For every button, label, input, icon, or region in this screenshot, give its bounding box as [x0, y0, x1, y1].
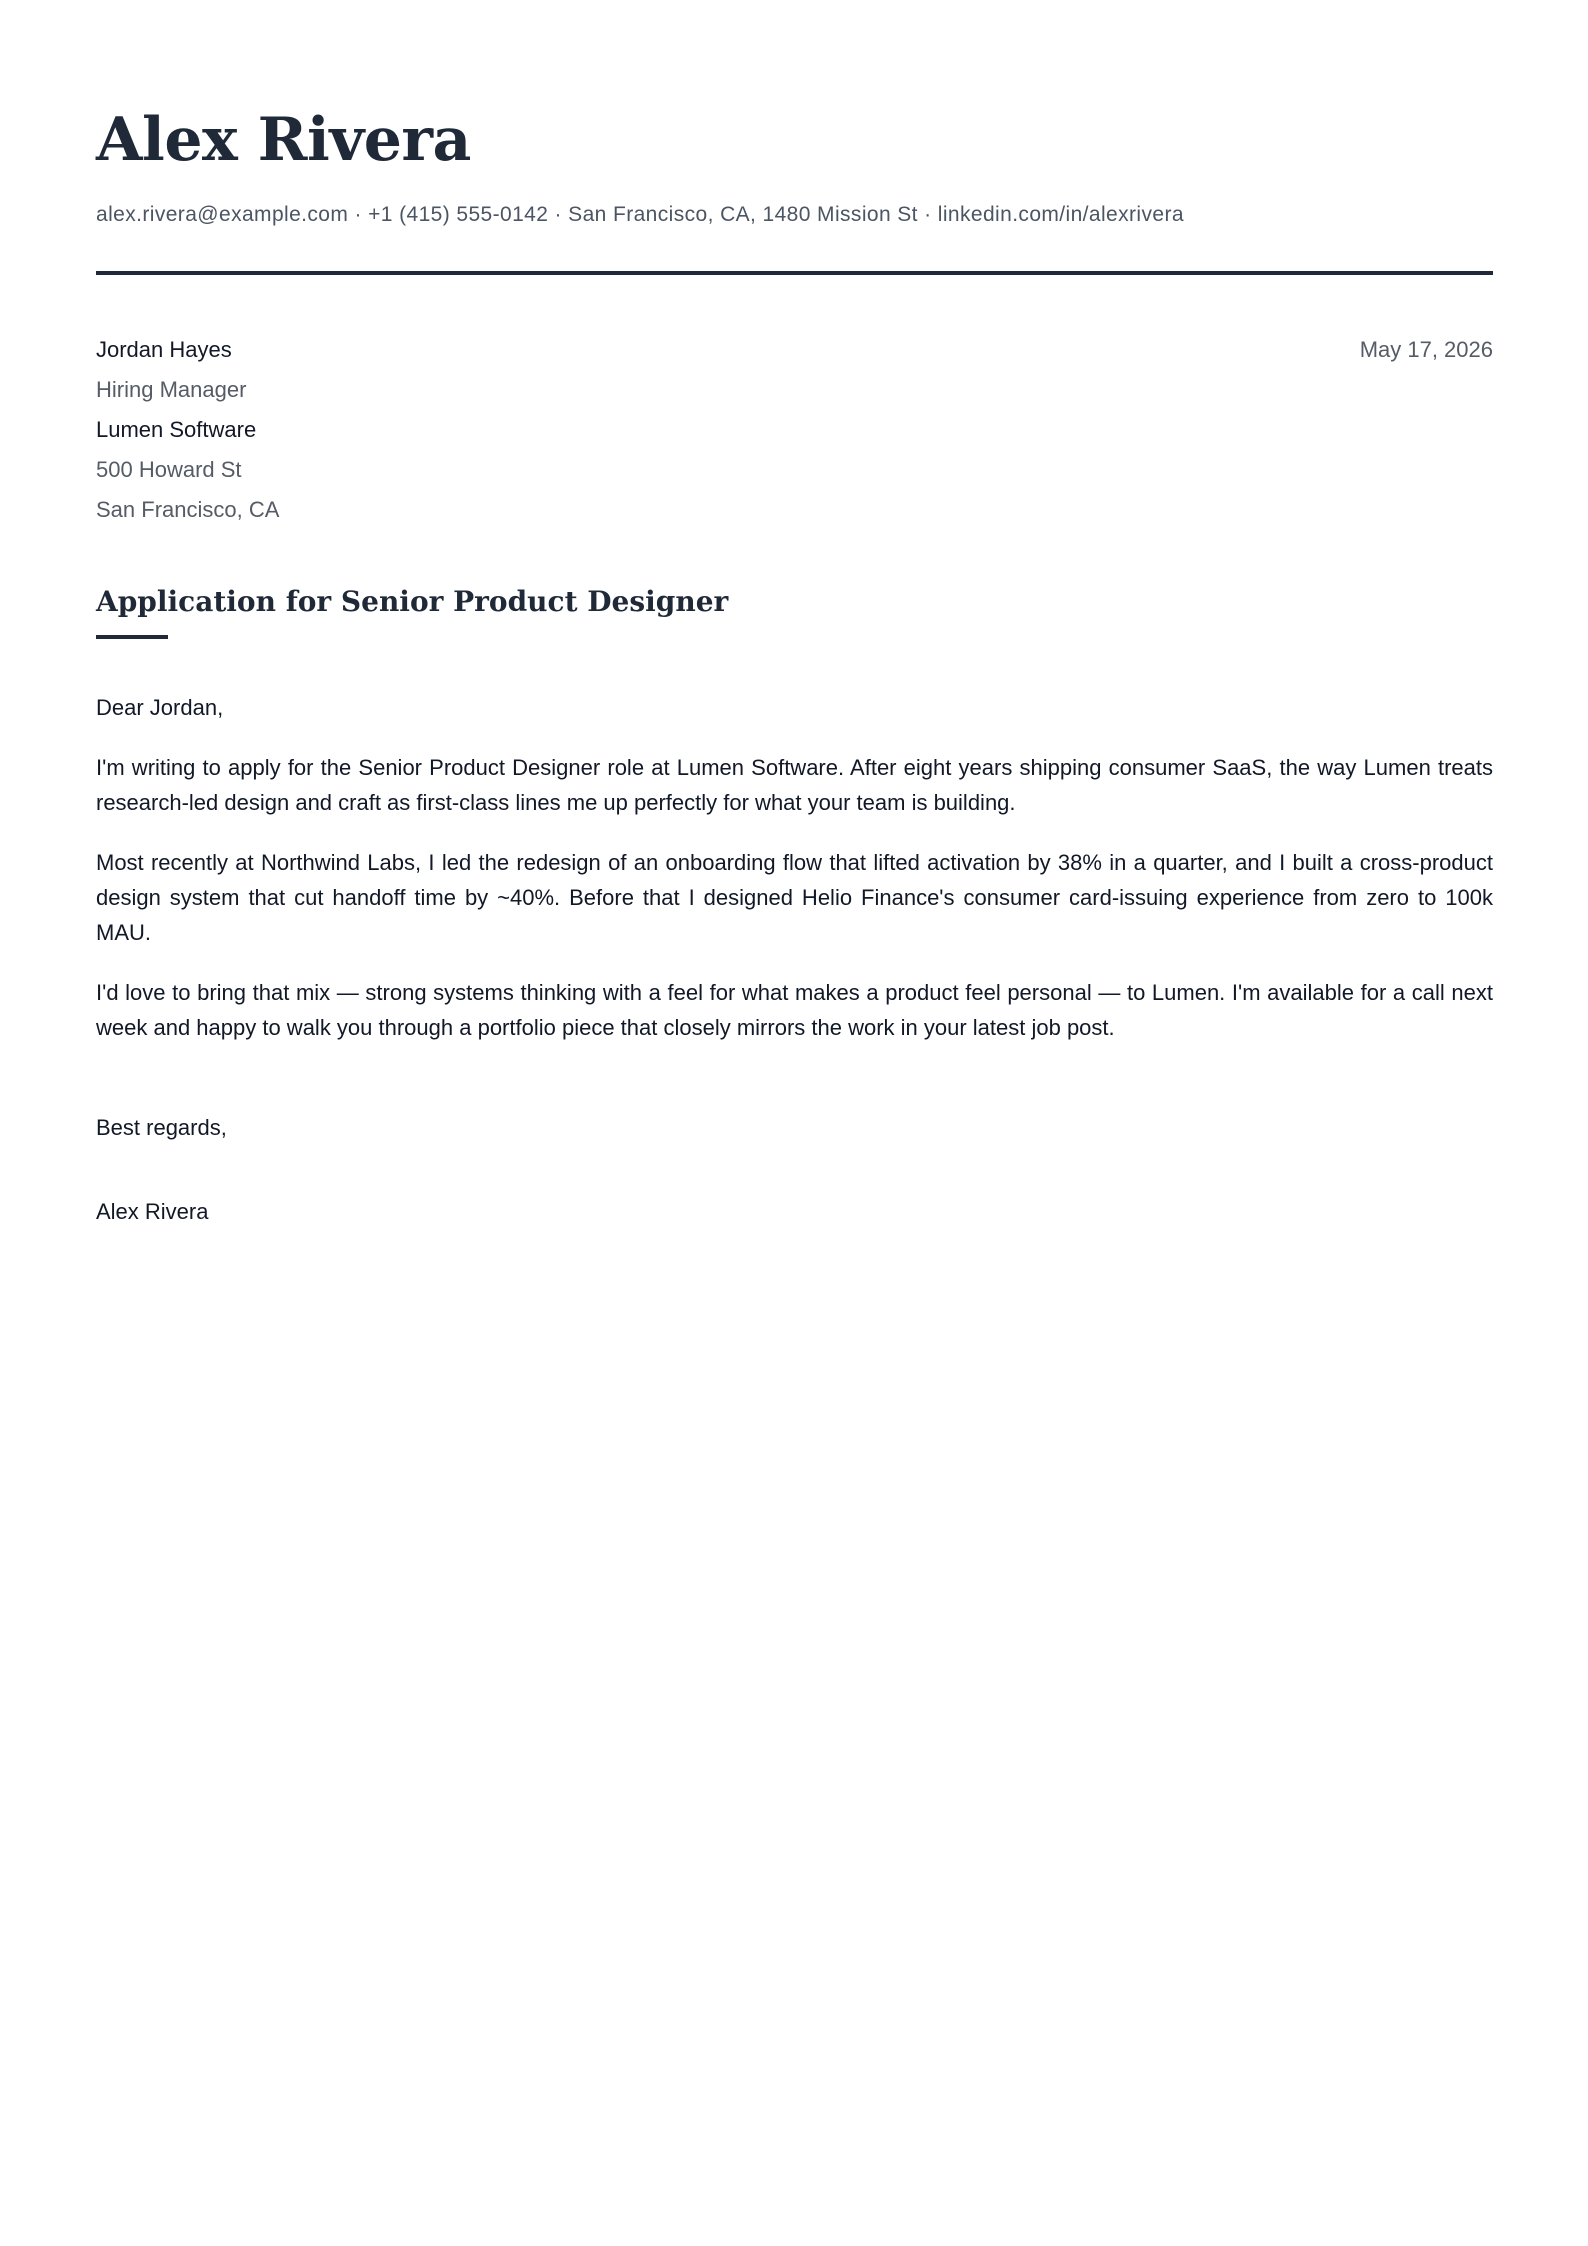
body-paragraph-1: I'm writing to apply for the Senior Product Designer role at Lumen Software. After eight years shipping consumer SaaS, the way Lumen treats research-led design and craft as first-class lines me up perfectly for what your team is building.	[96, 755, 1493, 815]
greeting: Dear Jordan,	[96, 695, 224, 720]
contact-line: alex.rivera@example.com · +1 (415) 555-0142 · San Francisco, CA, 1480 Mission St · linkedin.com/in/alexrivera	[96, 203, 1184, 226]
subject-underline	[96, 635, 168, 639]
body-paragraph-2: Most recently at Northwind Labs, I led the redesign of an onboarding flow that lifted activation by 38% in a quarter, and I built a cross-product design system that cut handoff time by ~40%. Before that I designed Helio Finance's consumer card-issuing experience from zero to 100k MAU.	[96, 850, 1493, 945]
recipient-title: Hiring Manager	[96, 377, 247, 402]
recipient-name: Jordan Hayes	[96, 337, 232, 362]
subject-heading: Application for Senior Product Designer	[96, 585, 729, 618]
recipient-company: Lumen Software	[96, 417, 257, 442]
signature: Alex Rivera	[96, 1199, 209, 1224]
sender-name: Alex Rivera	[96, 105, 471, 175]
letter-body	[96, 690, 1493, 1070]
recipient-address-line1: 500 Howard St	[96, 457, 242, 482]
letter-date: May 17, 2026	[1359, 337, 1493, 362]
recipient-block	[96, 333, 279, 533]
body-paragraph-3: I'd love to bring that mix — strong systems thinking with a feel for what makes a product feel personal — to Lumen. I'm available for a call next week and happy to walk you through a portfolio piece that closely mirrors the work in your latest job post.	[96, 980, 1493, 1040]
closing: Best regards,	[96, 1115, 227, 1140]
header-divider	[96, 271, 1493, 275]
recipient-address-line2: San Francisco, CA	[96, 497, 280, 522]
